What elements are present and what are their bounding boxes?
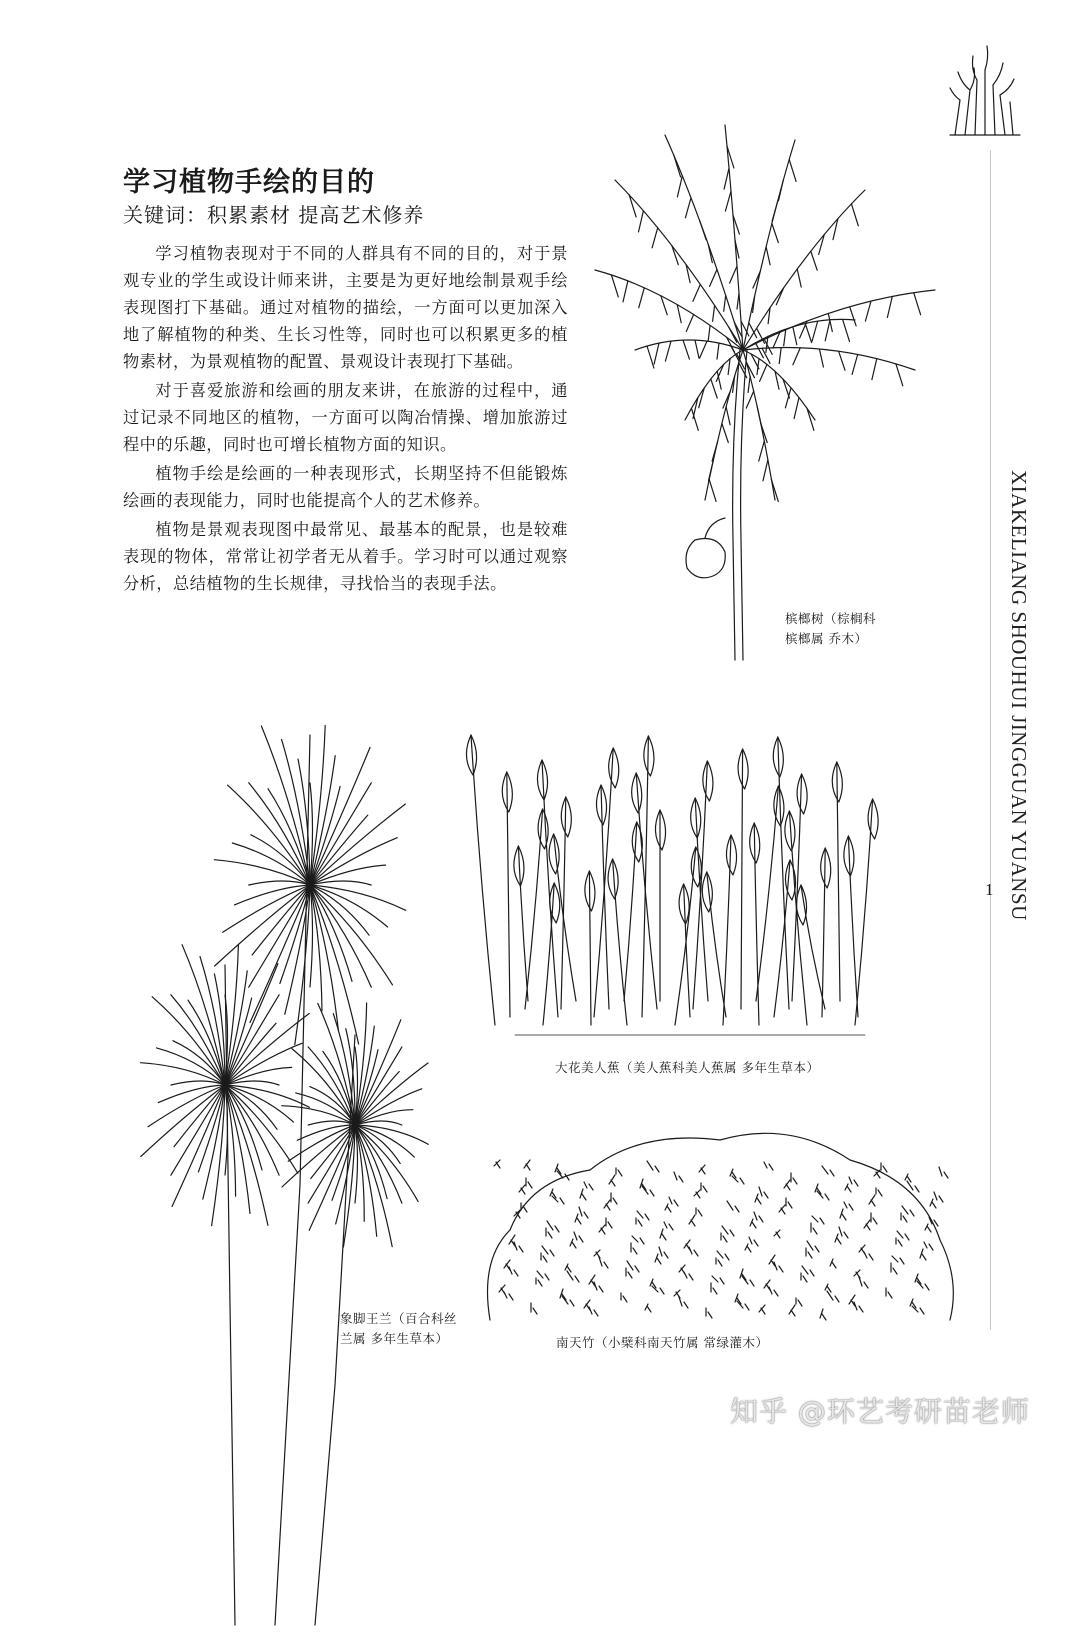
body-text (123, 240, 568, 599)
page-title: 学习植物手绘的目的 (123, 167, 375, 198)
yucca-caption-line1: 象脚王兰（百合科丝 (340, 1311, 458, 1326)
nandina-illustration (470, 1120, 970, 1320)
yucca-caption (340, 1309, 457, 1349)
paragraph-4: 植物是景观表现图中最常见、最基本的配景，也是较难表现的物体，常常让初学者无从着手。学习时可以通过观察分析，总结植物的生长规律，寻找恰当的表现手法。 (123, 520, 568, 593)
yucca-illustration (125, 685, 458, 1645)
palm-caption (785, 609, 876, 649)
palm-caption-line2: 槟榔属 乔木） (785, 631, 868, 646)
yucca-caption-line2: 兰属 多年生草本） (340, 1331, 449, 1346)
palm-caption-line1: 槟榔树（棕榈科 (785, 611, 877, 626)
paragraph-1: 学习植物表现对于不同的人群具有不同的目的，对于景观专业的学生或设计师来讲，主要是为更好地绘制景观手绘表现图打下基础。通过对植物的描绘，一方面可以更加深入地了解植物的种类、生长习性等，同时也可以积累更多的植物素材，为景观植物的配置、景观设计表现打下基础。 (123, 244, 568, 371)
watermark: 知乎 @环艺考研苗老师 (730, 1395, 1030, 1428)
palm-tree-illustration (575, 120, 955, 660)
side-rule (990, 150, 991, 1330)
canna-caption: 大花美人蕉（美人蕉科美人蕉属 多年生草本） (555, 1060, 820, 1075)
corner-plant-sketch-icon (945, 40, 1025, 140)
page-number: 1 (985, 880, 994, 899)
keywords-line: 关键词：积累素材 提高艺术修养 (123, 203, 425, 227)
nandina-caption: 南天竹（小檗科南天竹属 常绿灌木） (556, 1335, 769, 1350)
paragraph-3: 植物手绘是绘画的一种表现形式，长期坚持不但能锻炼绘画的表现能力，同时也能提高个人的艺术修养。 (123, 464, 568, 510)
canna-illustration (465, 695, 905, 1055)
paragraph-2: 对于喜爱旅游和绘画的朋友来讲，在旅游的过程中，通过记录不同地区的植物，一方面可以陶冶情操、增加旅游过程中的乐趣，同时也可增长植物方面的知识。 (123, 381, 568, 454)
running-title: XIAKELIANG SHOUHUI JINGGUAN YUANSU (1007, 470, 1031, 921)
